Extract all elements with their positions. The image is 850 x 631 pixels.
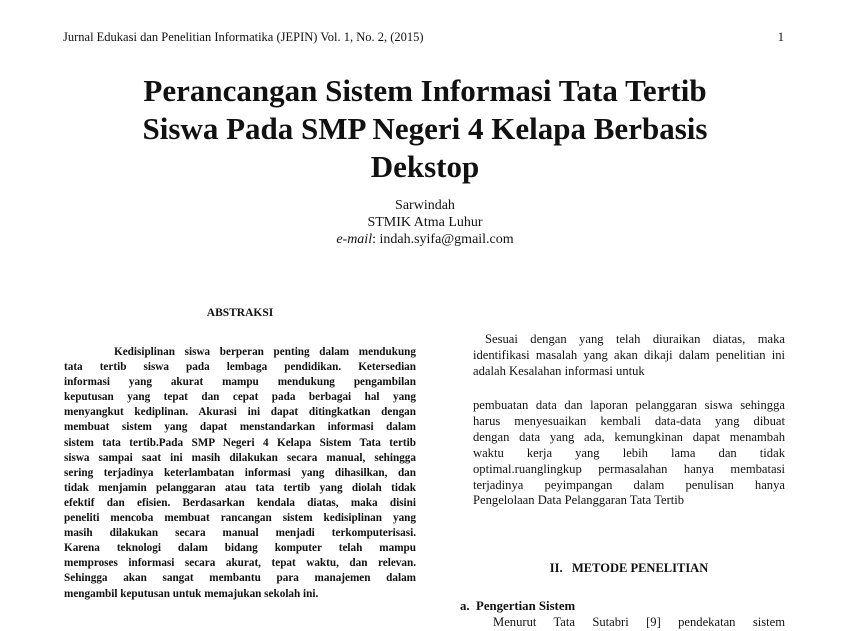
author-block [60, 197, 790, 248]
abstract-line: sistem tata tertib.Pada SMP Negeri 4 Kelapa Sistem Tata tertib [64, 436, 416, 449]
title-line: Perancangan Sistem Informasi Tata Tertib [143, 73, 707, 108]
abstract-line: keputusan yang tepat dan cepat pada berbagai hal yang [64, 391, 416, 404]
paragraph-line: dengan data yang ada, kemungkinan dapat menambah [473, 429, 785, 444]
abstract-line: siswa sampai saat ini masih dilakukan secara manual, sehingga [64, 451, 416, 464]
abstract-line: tidak menjamin pelanggaran atau tata tertib yang diolah tidak [64, 481, 416, 494]
paragraph-line: Pengelolaan Data Pelanggaran Tata Tertib [473, 493, 685, 508]
running-header [63, 30, 784, 45]
abstract-body [64, 345, 416, 602]
title-line: Siswa Pada SMP Negeri 4 Kelapa Berbasis [142, 111, 708, 146]
paragraph-line: waktu kerja yang lebih lama dan tidak [473, 445, 785, 460]
subsection-heading: a. Pengertian Sistem [460, 599, 576, 613]
abstract-line: Karena teknologi dalam bidang komputer telah mampu [64, 542, 416, 555]
abstract-line: sering terjadinya keterlambatan informasi yang dihasilkan, dan [64, 466, 416, 479]
abstract-line: peneliti mencoba membuat rancangan sistem kedisiplinan yang [64, 512, 416, 525]
abstract-line: Sehingga akan sangat membantu para manajemen dalam [64, 572, 416, 585]
page-number: 1 [777, 30, 784, 44]
author-affiliation: STMIK Atma Luhur [367, 215, 483, 230]
abstract-line: masih dilakukan secara manual menjadi terkomputerisasi. [64, 527, 416, 540]
paragraph-line: optimal.ruanglingkup permasalahan hanya membatasi [473, 461, 785, 476]
abstract-line: mengambil keputusan untuk memajukan sekolah ini. [64, 587, 319, 600]
paragraph-scope [473, 398, 785, 509]
paragraph-line: adalah Kesalahan informasi untuk [473, 363, 645, 378]
title-line: Dekstop [370, 149, 480, 184]
abstract-line: memproses informasi secara akurat, tepat waktu, dan relevan. [64, 557, 416, 570]
paragraph-line: harus menyesuaikan kembali data-data yang dibuat [473, 413, 785, 428]
paragraph-line: Sesuai dengan yang telah diuraikan diatas, maka [485, 332, 785, 346]
paragraph-line: pembuatan data dan laporan pelanggaran siswa sehingga [473, 398, 785, 412]
paragraph-line: terjadinya peyimpangan dalam penulisan hanya [473, 477, 785, 492]
abstract-line: tata tertib siswa pada lembaga pendidikan. Ketersedian [64, 361, 416, 374]
author-name: Sarwindah [395, 198, 455, 213]
abstract-heading: ABSTRAKSI [206, 307, 274, 319]
paragraph-line: Menurut Tata Sutabri [9] pendekatan sistem [493, 615, 785, 629]
paragraph-line: identifikasi masalah yang akan dikaji dalam penelitian ini [473, 347, 785, 362]
abstract-line: menyangkut kediplinan. Akurasi ini dapat ditingkatkan dengan [64, 406, 416, 419]
author-email [60, 231, 790, 248]
abstract-line: informasi yang akurat mampu mendukung pengambilan [64, 376, 416, 389]
paper-title [60, 72, 790, 186]
abstract-line: Kedisiplinan siswa berperan penting dalam mendukung [114, 346, 416, 358]
abstract-line: efektif dan efisien. Berdasarkan kendala diatas, maka disini [64, 496, 416, 509]
email-label: e-mail [336, 232, 373, 247]
email-value: : indah.syifa@gmail.com [372, 232, 514, 247]
journal-name: Jurnal Edukasi dan Penelitian Informatika (JEPIN) Vol. 1, No. 2, (2015) [63, 30, 424, 44]
abstract-line: membuat sistem yang dapat menstandarkan informasi dalam [64, 421, 416, 434]
paragraph-problem-identification [473, 332, 785, 380]
section-heading: II. METODE PENELITIAN [549, 561, 709, 575]
paragraph-system-definition [473, 615, 785, 631]
